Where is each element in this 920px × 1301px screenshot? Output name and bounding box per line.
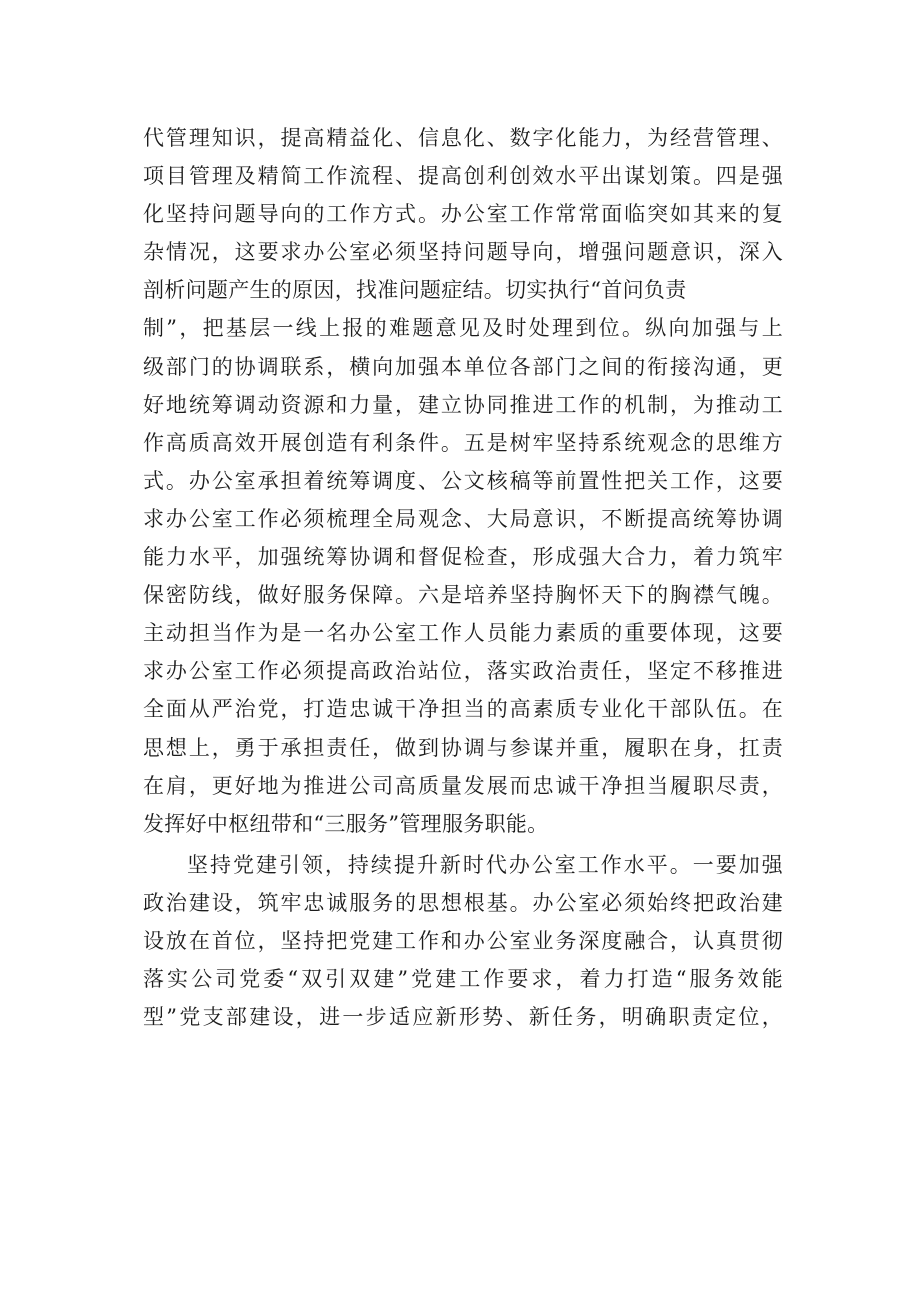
paragraph <box>143 846 783 1036</box>
text-line: 求办公室工作必须梳理全局观念、大局意识，不断提高统筹协调 <box>143 506 783 531</box>
body-text <box>143 119 783 1036</box>
text-line: 政治建设，筑牢忠诚服务的思想根基。办公室必须始终把政治建 <box>143 890 783 915</box>
text-line: 杂情况，这要求办公室必须坚持问题导向，增强问题意识，深入 <box>143 240 783 265</box>
text-line: 主动担当作为是一名办公室工作人员能力素质的重要体现，这要 <box>143 621 783 646</box>
text-line: 在肩，更好地为推进公司高质量发展而忠诚干净担当履职尽责， <box>143 773 783 798</box>
paragraph <box>143 119 783 843</box>
text-line: 发挥好中枢纽带和“三服务”管理服务职能。 <box>143 811 549 836</box>
text-line: 型”党支部建设，进一步适应新形势、新任务，明确职责定位， <box>143 1005 783 1030</box>
text-line: 代管理知识，提高精益化、信息化、数字化能力，为经营管理、 <box>143 126 783 150</box>
text-line: 坚持党建引领，持续提升新时代办公室工作水平。一要加强 <box>187 852 783 877</box>
text-line: 落实公司党委“双引双建”党建工作要求，着力打造“服务效能 <box>143 967 783 992</box>
text-line: 思想上，勇于承担责任，做到协调与参谋并重，履职在身，扛责 <box>143 735 783 760</box>
text-line: 制”，把基层一线上报的难题意见及时处理到位。纵向加强与上 <box>143 316 783 341</box>
text-line: 求办公室工作必须提高政治站位，落实政治责任，坚定不移推进 <box>143 659 783 684</box>
text-line: 设放在首位，坚持把党建工作和办公室业务深度融合，认真贯彻 <box>143 928 783 953</box>
text-line: 项目管理及精简工作流程、提高创利创效水平出谋划策。四是强 <box>143 164 783 189</box>
text-line: 能力水平，加强统筹协调和督促检查，形成强大合力，着力筑牢 <box>143 545 783 570</box>
text-line: 全面从严治党，打造忠诚干净担当的高素质专业化干部队伍。在 <box>143 697 783 722</box>
text-line: 化坚持问题导向的工作方式。办公室工作常常面临突如其来的复 <box>143 202 783 227</box>
text-line: 级部门的协调联系，横向加强本单位各部门之间的衔接沟通，更 <box>143 354 783 379</box>
text-line: 好地统筹调动资源和力量，建立协同推进工作的机制，为推动工 <box>143 392 783 417</box>
text-line: 作高质高效开展创造有利条件。五是树牢坚持系统观念的思维方 <box>143 430 783 455</box>
text-line: 保密防线，做好服务保障。六是培养坚持胸怀天下的胸襟气魄。 <box>143 583 783 608</box>
text-line: 剖析问题产生的原因，找准问题症结。切实执行“首问负责 <box>143 278 687 303</box>
text-line: 式。办公室承担着统筹调度、公文核稿等前置性把关工作，这要 <box>143 468 783 493</box>
